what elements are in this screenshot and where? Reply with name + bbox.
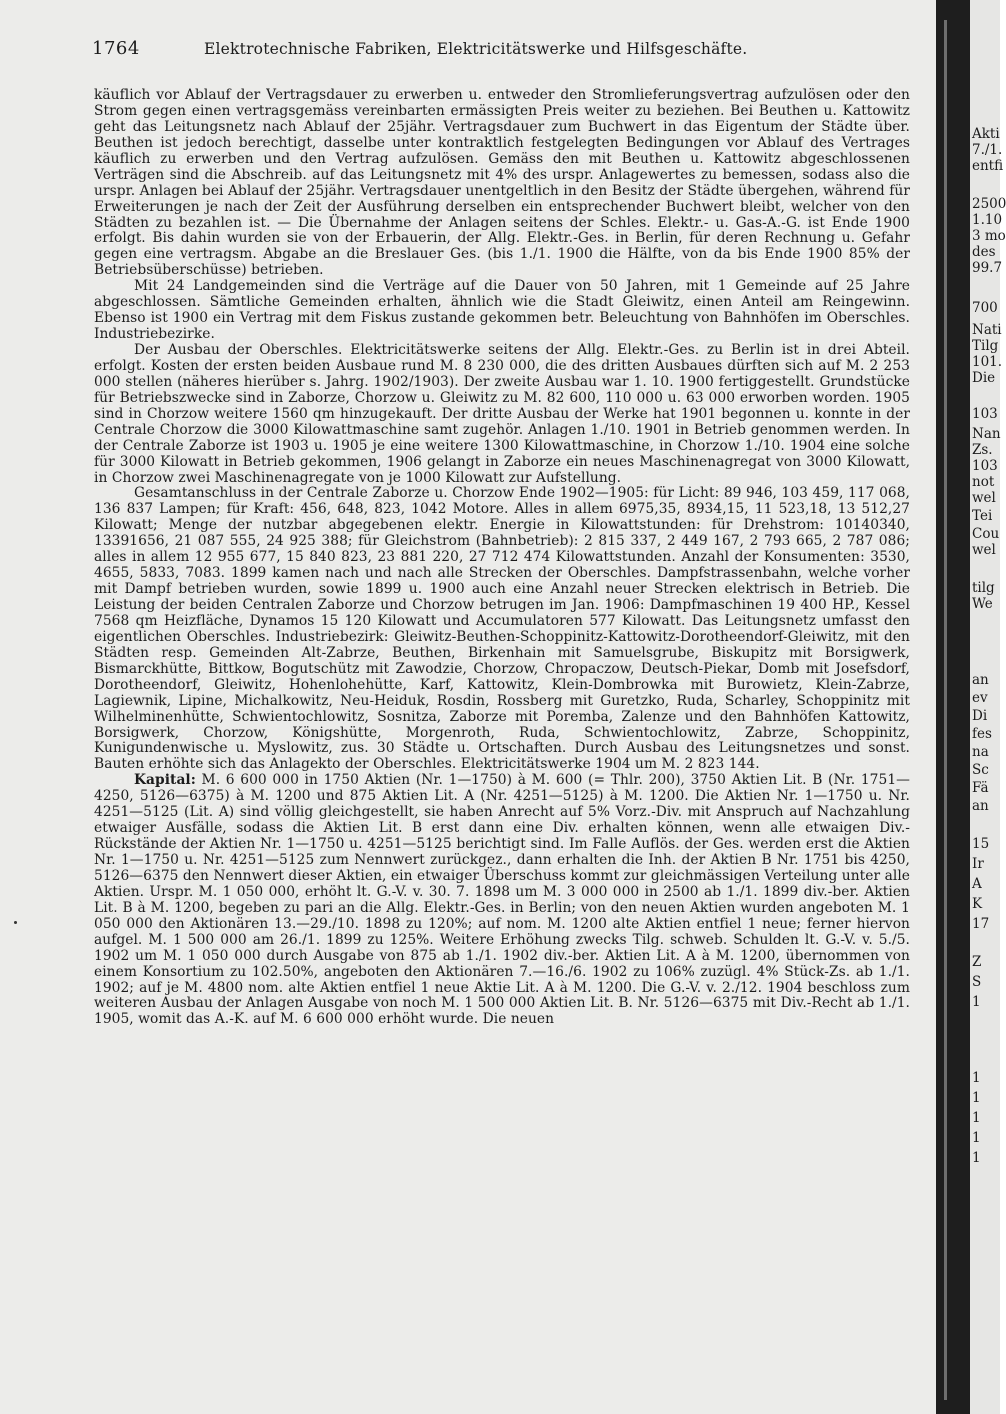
adjacent-page-fragment: wel xyxy=(972,490,996,506)
adjacent-page-fragment: 1.10 xyxy=(972,212,1003,228)
adjacent-page-fragment: 15 xyxy=(972,836,990,852)
adjacent-page-fragment: Die xyxy=(972,370,996,386)
adjacent-page-fragment: S xyxy=(972,974,982,990)
running-title: Elektrotechnische Fabriken, Elektricitätswerke und Hilfsgeschäfte. xyxy=(204,40,748,58)
adjacent-page-fragment: Z xyxy=(972,954,982,970)
adjacent-page-fragment: 99.7 xyxy=(972,260,1003,276)
adjacent-page-fragment: 7./1. xyxy=(972,142,1003,158)
book-gutter-shadow xyxy=(936,0,970,1414)
page-number: 1764 xyxy=(92,38,140,59)
adjacent-page-fragment: fes xyxy=(972,726,992,742)
adjacent-page-fragment: A xyxy=(972,876,982,892)
adjacent-page-fragment: 1 xyxy=(972,994,981,1010)
adjacent-page-fragment: wel xyxy=(972,542,996,558)
adjacent-page-fragment: ev xyxy=(972,690,988,706)
adjacent-page-fragment: 3 mo xyxy=(972,228,1006,244)
paragraph-3: Der Ausbau der Oberschles. Elektricitätswerke seitens der Allg. Elektr.-Ges. zu Berlin ist in drei Abteil. erfolgt. Kosten der ersten beiden Ausbaue rund M. 8 230 000, die des dritten Ausbaues dürften sich auf M. 2 253 000 stellen (näheres hierüber s. Jahrg. 1902/1903). Der zweite Ausbau war 1. 10. 1900 fertiggestellt. Grundstücke für Betriebszwecke sind in Zaborze, Chorzow u. Gleiwitz zu M. 82 600, 110 000 u. 63 000 erworben worden. 1905 sind in Chorzow weitere 1560 qm hinzugekauft. Der dritte Ausbau der Werke hat 1901 begonnen u. konnte in der Centrale Chorzow die 3000 Kilowattmaschine samt zugehör. Anlagen 1./10. 1901 in Betrieb genommen werden. In der Centrale Zaborze ist 1903 u. 1905 je eine weitere 1300 Kilowattmaschine, in Chorzow 1./10. 1904 eine solche für 3000 Kilowatt in Betrieb gekommen, 1906 gelangt in Zaborze ein neues Maschinenagregat von 3000 Kilowatt, in Chorzow zwei Maschinenagregate von je 1000 Kilowatt zur Aufstellung. xyxy=(94,342,910,486)
adjacent-page-fragment: an xyxy=(972,798,989,814)
paragraph-1: käuflich vor Ablauf der Vertragsdauer zu erwerben u. entweder den Stromlieferungsvertrag aufzulösen oder den Strom gegen einen vertragsgemäss vereinbarten ermässigten Preis weiter zu beziehen. Bei Beuthen u. Kattowitz geht das Leitungsnetz nach Ablauf der 25jähr. Vertragsdauer zum Buchwert in das Eigentum der Städte über. Beuthen ist jedoch berechtigt, dasselbe unter kontraktlich festgelegten Bedingungen vor Ablauf des Vertrages käuflich zu erwerben und den Vertrag aufzulösen. Gemäss den mit Beuthen u. Kattowitz abgeschlossenen Verträgen sind die Abschreib. auf das Leitungsnetz mit 4% des urspr. Anlagewertes zu bemessen, sodass also die urspr. Anlagen bei Ablauf der 25jähr. Vertragsdauer unentgeltlich in den Besitz der Städte übergehen, während für Erweiterungen je nach der Zeit der Ausführung derselben ein entsprechender Buchwert bleibt, welcher von den Städten zu bezahlen ist. — Die Übernahme der Anlagen seitens der Schles. Elektr.- u. Gas-A.-G. ist Ende 1900 erfolgt. Bis dahin wurden sie von der Erbauerin, der Allg. Elektr.-Ges. in Berlin, für deren Rechnung u. Gefahr gegen eine vertragsm. Abgabe an die Breslauer Ges. (bis 1./1. 1900 die Hälfte, von da bis Ende 1900 85% der Betriebsüberschüsse) betrieben. xyxy=(94,87,910,279)
adjacent-page-fragment: tilg xyxy=(972,580,995,596)
adjacent-page-fragment: 103 xyxy=(972,458,998,474)
adjacent-page-fragment: 1 xyxy=(972,1150,981,1166)
adjacent-page-fragment: We xyxy=(972,596,993,612)
adjacent-page-fragment: entfi xyxy=(972,158,1004,174)
paragraph-4: Gesamtanschluss in der Centrale Zaborze u. Chorzow Ende 1902—1905: für Licht: 89 946, 103 459, 117 068, 136 837 Lampen; für Kraft: 456, 648, 823, 1042 Motore. Alles in allem 6975,35, 8934,15, 11 523,18, 13 512,27 Kilowatt; Menge der nutzbar abgegebenen elektr. Energie in Kilowattstunden: für Drehstrom: 10140340, 13391656, 21 087 555, 24 925 388; für Gleichstrom (Bahnbetrieb): 2 815 337, 2 449 167, 2 793 665, 2 787 086; alles in allem 12 955 677, 15 840 823, 23 881 220, 27 712 474 Kilowattstunden. Anzahl der Konsumenten: 3530, 4655, 5833, 7083. 1899 kamen nach und nach alle Strecken der Oberschles. Dampfstrassenbahn, welche vorher mit Dampf betrieben wurden, sowie 1899 u. 1900 auch eine Anzahl neuer Strecken elektrisch in Betrieb. Die Leistung der beiden Centralen Zaborze und Chorzow betrugen im Jan. 1906: Dampfmaschinen 19 400 HP., Kessel 7568 qm Heizfläche, Dynamos 15 120 Kilowatt und Accumulatoren 577 Kilowatt. Das Leitungsnetz umfasst den eigentlichen Oberschles. Industriebezirk: Gleiwitz-Beuthen-Schoppinitz-Kattowitz-Dorotheendorf-Gleiwitz, mit den Städten resp. Gemeinden Alt-Zabrze, Beuthen, Birkenhain mit Samuelsgrube, Biskupitz mit Borsigwerk, Bismarckhütte, Bittkow, Bogutschütz mit Zawodzie, Chorzow, Chropaczow, Deutsch-Piekar, Domb mit Josefsdorf, Dorotheendorf, Gleiwitz, Hohenlohehütte, Karf, Kattowitz, Klein-Dombrowka mit Burowietz, Klein-Zabrze, Lagiewnik, Lipine, Michalkowitz, Neu-Heiduk, Rosdin, Rossberg mit Guretzko, Ruda, Scharley, Schoppinitz mit Wilhelminenhütte, Schwientochlowitz, Sosnitza, Zaborze mit Poremba, Zalenze und den Bahnhöfen Kattowitz, Borsigwerk, Chorzow, Königshütte, Morgenroth, Ruda, Schwientochlowitz, Zabrze, Schoppinitz, Kunigundenwische u. Myslowitz, zus. 30 Städte u. Ortschaften. Durch Ausbau des Leitungsnetzes und sonst. Bauten erhöhte sich das Anlagekto der Oberschles. Elektricitätswerke 1904 um M. 2 823 144. xyxy=(94,485,910,773)
adjacent-page-fragment: Cou xyxy=(972,526,1000,542)
adjacent-page-fragment: 2500 xyxy=(972,196,1006,212)
page-edge-line xyxy=(944,20,947,1400)
adjacent-page-fragment: Akti xyxy=(972,126,1000,142)
adjacent-page-fragment: 1 xyxy=(972,1130,981,1146)
adjacent-page-fragment: 17 xyxy=(972,916,990,932)
adjacent-page-fragment: Nati xyxy=(972,322,1002,338)
body-text xyxy=(94,88,910,1028)
adjacent-page-fragment: 700 xyxy=(972,300,998,316)
paragraph-5 xyxy=(94,773,910,1028)
kapital-text: M. 6 600 000 in 1750 Aktien (Nr. 1—1750) à M. 600 (= Thlr. 200), 3750 Aktien Lit. B (Nr. 1751—4250, 5126—6375) à M. 1200 und 875 Aktien Lit. A (Nr. 4251—5125) à M. 1200. Die Aktien Nr. 1—1750 u. Nr. 4251—5125 (Lit. A) sind völlig gleichgestellt, sie haben Anrecht auf 5% Vorz.-Div. mit Anspruch auf Nachzahlung etwaiger Ausfälle, sodass die Aktien Lit. B erst dann eine Div. erhalten können, wenn alle etwaigen Div.-Rückstände der Aktien Nr. 1—1750 u. 4251—5125 berichtigt sind. Im Falle Auflös. der Ges. werden erst die Aktien Nr. 1—1750 u. Nr. 4251—5125 zum Nennwert zurückgez., dann erhalten die Inh. der Aktien B Nr. 1751 bis 4250, 5126—6375 den Nennwert dieser Aktien, ein etwaiger Überschuss kommt zur gleichmässigen Verteilung unter alle Aktien. Urspr. M. 1 050 000, erhöht lt. G.-V. v. 30. 7. 1898 um M. 3 000 000 in 2500 ab 1./1. 1899 div.-ber. Aktien Lit. B à M. 1200, begeben zu pari an die Allg. Elektr.-Ges. in Berlin; von den neuen Aktien wurden angeboten M. 1 050 000 den Aktionären 13.—29./10. 1898 zu 120%; auf nom. M. 1200 alte Aktien entfiel 1 neue; ferner hiervon aufgel. M. 1 500 000 am 26./1. 1899 zu 125%. Weitere Erhöhung zwecks Tilg. schweb. Schulden lt. G.-V. v. 5./5. 1902 um M. 1 050 000 durch Ausgabe von 875 ab 1./1. 1902 div.-ber. Aktien Lit. A à M. 1200, übernommen von einem Konsortium zu 102.50%, angeboten den Aktionären 7.—16./6. 1902 zu 106% zuzügl. 4% Stück-Zs. ab 1./1. 1902; auf je M. 4800 nom. alte Aktien entfiel 1 neue Aktie Lit. A à M. 1200. Die G.-V. v. 2./12. 1904 beschloss zum weiteren Ausbau der Anlagen Ausgabe von noch M. 1 500 000 Aktien Lit. B. Nr. 5126—6375 mit Div.-Recht ab 1./1. 1905, womit das A.-K. auf M. 6 600 000 erhöht wurde. Die neuen xyxy=(94,772,910,1028)
adjacent-page-fragment: 103 xyxy=(972,406,998,422)
adjacent-page-fragment: 1 xyxy=(972,1110,981,1126)
adjacent-page-fragment: Ir xyxy=(972,856,984,872)
adjacent-page-fragment: Tei xyxy=(972,508,993,524)
page-header xyxy=(92,38,932,64)
adjacent-page-fragment: Zs. xyxy=(972,442,993,458)
ink-speck xyxy=(14,921,17,924)
adjacent-page-fragment: Fä xyxy=(972,780,989,796)
adjacent-page-fragment: Di xyxy=(972,708,988,724)
adjacent-page-fragment: na xyxy=(972,744,989,760)
adjacent-page-fragment: Sc xyxy=(972,762,989,778)
adjacent-page-fragment: not xyxy=(972,474,995,490)
adjacent-page-fragment: Nan xyxy=(972,426,1001,442)
adjacent-page-fragment: an xyxy=(972,672,989,688)
adjacent-page-fragment: 1 xyxy=(972,1090,981,1106)
adjacent-page-fragment: des xyxy=(972,244,996,260)
paragraph-2: Mit 24 Landgemeinden sind die Verträge auf die Dauer von 50 Jahren, mit 1 Gemeinde auf 25 Jahre abgeschlossen. Sämtliche Gemeinden erhalten, ähnlich wie die Stadt Gleiwitz, einen Anteil am Reingewinn. Ebenso ist 1900 ein Vertrag mit dem Fiskus zustande gekommen betr. Beleuchtung von Bahnhöfen im Oberschles. Industriebezirke. xyxy=(94,278,910,343)
adjacent-page-fragment: Tilg xyxy=(972,338,999,354)
adjacent-page-fragment: 1 xyxy=(972,1070,981,1086)
kapital-heading: Kapital: xyxy=(134,772,196,789)
adjacent-page-edge xyxy=(970,0,1006,1414)
adjacent-page-fragment: K xyxy=(972,896,983,912)
adjacent-page-fragment: 101. xyxy=(972,354,1003,370)
